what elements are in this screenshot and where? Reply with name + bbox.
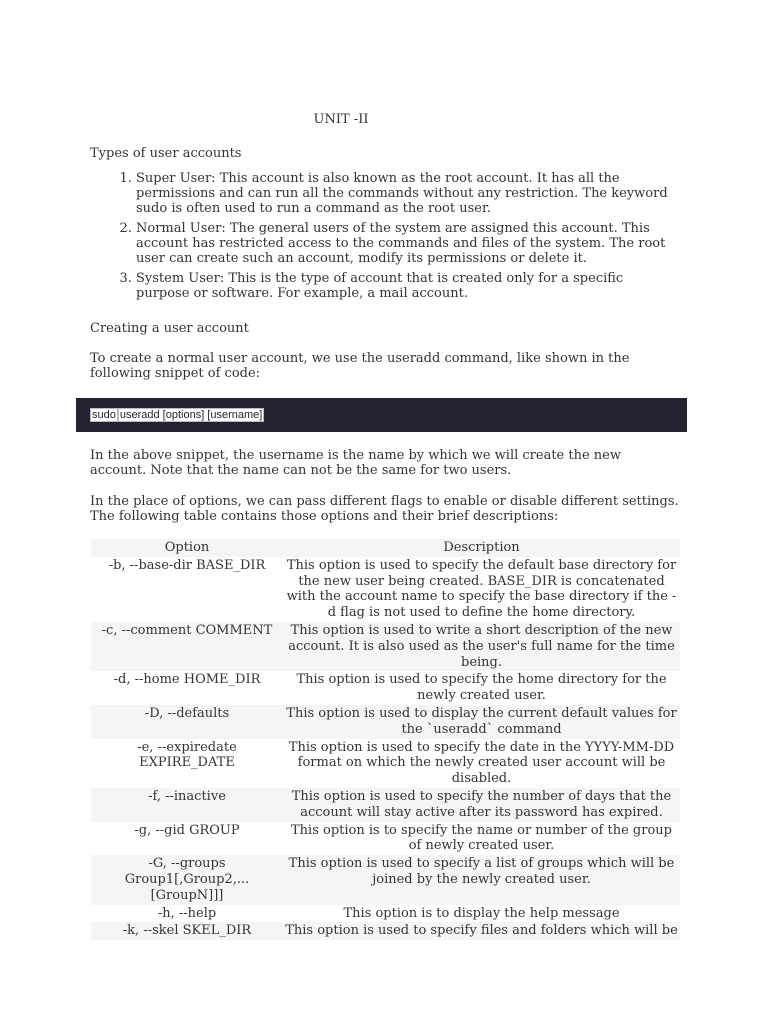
header-description: Description — [283, 539, 680, 557]
list-item: 1. Super User: This account is also known as the root account. It has all the permissions and can run all the commands without any restriction. The keyword sudo is often used to run a command as the root user. — [136, 171, 680, 216]
description-cell: This option is used to specify the default base directory for the new user being created. BASE_DIR is concatenated with the account name to specify the base directory if the -d flag is not used to define the home directory. — [286, 557, 677, 621]
option-cell: -b, --base-dir BASE_DIR — [108, 557, 266, 573]
page-title: UNIT -II — [313, 112, 369, 127]
description-cell: This option is used to specify a list of groups which will be joined by the newly created user. — [283, 855, 680, 904]
option-cell: -g, --gid GROUP — [134, 822, 240, 838]
table-row — [91, 905, 680, 923]
code-snippet — [76, 398, 687, 432]
options-intro: In the place of options, we can pass different flags to enable or disable different settings. The following table contains those options and their brief descriptions: — [90, 494, 679, 524]
option-cell: -e, --expiredate EXPIRE_DATE — [137, 739, 237, 771]
table-header-row — [91, 539, 680, 557]
description-cell: This option is used to specify files and folders which will be — [283, 922, 680, 940]
creating-heading: Creating a user account — [90, 321, 249, 336]
code-sudo: sudo — [92, 409, 116, 421]
description-cell: This option is used to display the current default values for the `useradd` command — [283, 705, 680, 739]
description-cell: This option is used to specify the home directory for the newly created user. — [296, 672, 667, 704]
table-row — [91, 557, 680, 622]
table-row — [91, 822, 680, 856]
code-command: useradd [options] [username] — [119, 409, 263, 421]
table-row — [91, 671, 680, 705]
table-row — [91, 922, 680, 940]
description-cell: This option is to display the help message — [343, 905, 620, 921]
options-table — [91, 539, 680, 940]
option-cell: -k, --skel SKEL_DIR — [91, 922, 283, 940]
types-heading: Types of user accounts — [90, 146, 242, 161]
option-cell: -f, --inactive — [91, 788, 283, 822]
option-cell: -D, --defaults — [91, 705, 283, 739]
table-row — [91, 788, 680, 822]
table-row — [91, 705, 680, 739]
list-item: 3. System User: This is the type of account that is created only for a specific purpose or software. For example, a mail account. — [136, 271, 680, 301]
code-line — [90, 408, 264, 422]
creating-intro: To create a normal user account, we use the useradd command, like shown in the following snippet of code: — [90, 351, 630, 381]
description-cell: This option is to specify the name or number of the group of newly created user. — [291, 822, 672, 854]
option-cell: -h, --help — [157, 905, 217, 921]
header-option: Option — [91, 539, 283, 557]
option-cell: -c, --comment COMMENT — [91, 622, 283, 671]
after-code-text: In the above snippet, the username is the name by which we will create the new account. Note that the name can not be the same for two users. — [90, 448, 622, 478]
description-cell: This option is used to specify the date in the YYYY-MM-DD format on which the newly created user account will be disabled. — [288, 739, 675, 787]
table-row — [91, 855, 680, 904]
list-item: 2. Normal User: The general users of the system are assigned this account. This account has restricted access to the commands and files of the system. The root user can create such an account, modify its permissions or delete it. — [136, 221, 680, 266]
account-types-list — [90, 171, 680, 306]
table-row — [91, 622, 680, 671]
option-cell: -G, --groups Group1[,Group2,...[GroupN]]] — [91, 855, 283, 904]
description-cell: This option is used to specify the number of days that the account will stay active after its password has expired. — [283, 788, 680, 822]
option-cell: -d, --home HOME_DIR — [113, 672, 261, 688]
table-row — [91, 739, 680, 788]
description-cell: This option is used to write a short description of the new account. It is also used as the user's full name for the time being. — [283, 622, 680, 671]
